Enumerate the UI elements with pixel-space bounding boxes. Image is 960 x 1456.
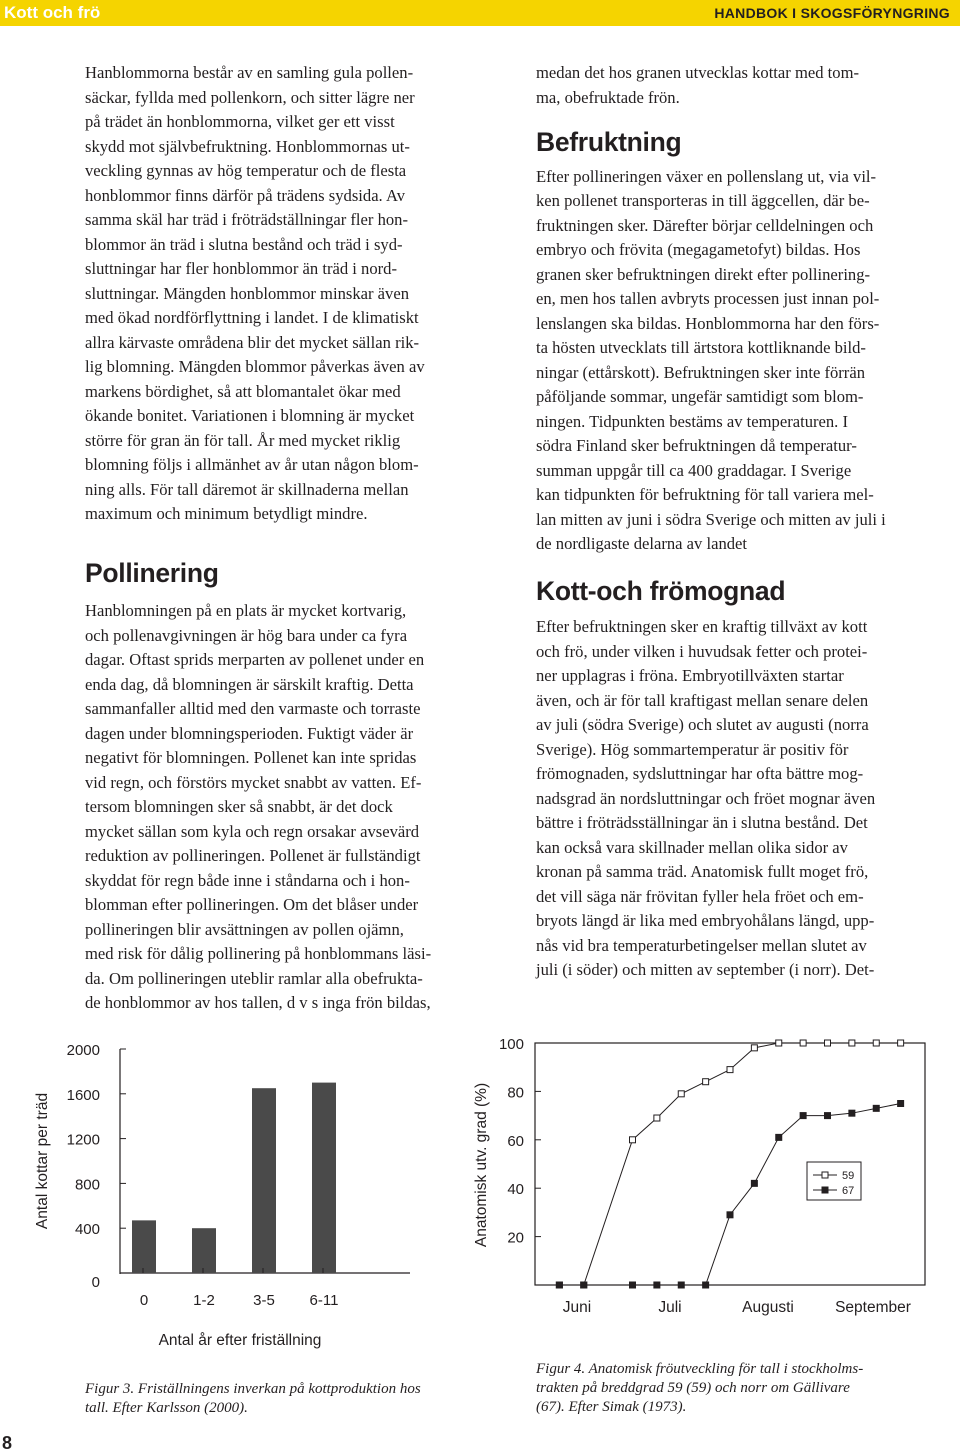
text-line: frömognaden, sydsluttningar har ofta bättre mog-	[536, 764, 864, 783]
text-line: da. Om pollineringen uteblir ramlar alla obefrukta-	[85, 968, 423, 988]
figure-4-caption	[536, 1360, 956, 1417]
text-line: kronan på samma träd. Anatomisk fullt moget frö,	[536, 862, 869, 881]
text-line: kan tidpunkten för befruktning för tall variera mel-	[536, 485, 874, 504]
point-59	[703, 1079, 709, 1085]
text-line: en, men hos tallen avbryts processen just innan pol-	[536, 289, 880, 308]
text-line: Efter pollineringen växer en pollenslang ut, via vil-	[536, 166, 877, 186]
text-line: Efter befruktningen sker en kraftig tillväxt av kott	[536, 617, 868, 636]
x-category-label: Juli	[658, 1299, 682, 1316]
point-67	[727, 1212, 733, 1218]
text-line: ta hösten utvecklats till ärtstora kottliknande bild-	[536, 338, 866, 357]
text-line: på trädet än honblommorna, vilket ger ett visst	[85, 112, 395, 131]
text-line: vid regn, och förstörs mycket snabbt av vatten. Ef-	[85, 772, 422, 792]
legend-label: 67	[842, 1185, 855, 1197]
column-right	[536, 61, 956, 983]
paragraph-pollinering	[85, 599, 505, 1016]
text-line: reduktion av pollineringen. Pollenet är fullständigt	[85, 846, 421, 865]
point-67	[678, 1282, 684, 1288]
text-line: samma skäl har träd i fröträdställningar fler hon-	[85, 210, 409, 229]
text-line: Hanblommorna består av en samling gula pollen-	[85, 63, 414, 82]
text-line: bryots längd är lika med embryohålans längd, upp-	[536, 911, 875, 930]
section-title: Kott och frö	[4, 3, 101, 22]
point-59	[825, 1040, 831, 1046]
text-line: negativt för blomningen. Pollenet kan inte spridas	[85, 748, 417, 767]
figure-3-bar-chart	[0, 1015, 420, 1360]
heading-befruktning: Befruktning	[536, 127, 682, 157]
text-line: juli (i söder) och mitten av september (i norr). Det-	[536, 960, 875, 979]
bar-1-2	[192, 1228, 216, 1273]
point-67	[654, 1282, 660, 1288]
text-line: medan det hos granen utvecklas kottar med tom-	[536, 63, 860, 82]
text-line: ner upplagras i fröna. Embryotillväxten startar	[536, 666, 844, 685]
text-line: tersom blomningen sker så snabbt, är det dock	[85, 797, 393, 816]
bar-6-11	[312, 1083, 336, 1273]
point-59	[873, 1040, 879, 1046]
paragraph-hanblommor	[85, 61, 505, 527]
x-tick-label: 6-11	[309, 1292, 339, 1309]
y-tick-label: 0	[91, 1274, 100, 1291]
text-line: blomman efter pollineringen. Om det blåser under	[85, 895, 419, 914]
text-line: större för gran än för tall. År med mycket riklig	[85, 430, 401, 450]
paragraph-kottmognad	[536, 615, 956, 983]
heading-pollinering: Pollinering	[85, 557, 219, 588]
point-67	[703, 1282, 709, 1288]
point-59	[776, 1040, 782, 1046]
figure-4-line-chart	[460, 1015, 960, 1355]
point-59	[678, 1091, 684, 1097]
page-header	[0, 0, 960, 26]
legend-label: 59	[842, 1170, 855, 1182]
text-line: ken pollenet transporteras in till äggcellen, där be-	[536, 191, 870, 210]
point-67	[800, 1113, 806, 1119]
column-left	[85, 61, 505, 1016]
x-tick-label: 0	[139, 1292, 149, 1309]
heading-kottmognad: Kott-och frömognad	[536, 575, 786, 606]
text-line: sluttningar. Mängden honblommor minskar även	[85, 283, 409, 303]
caption-line: trakten på breddgrad 59 (59) och norr om Gällivare	[536, 1380, 850, 1396]
x-axis-label: Antal år efter friställning	[158, 1332, 322, 1349]
caption-line: Figur 3. Friställningens inverkan på kottproduktion hos	[85, 1381, 421, 1397]
caption-line: Figur 4. Anatomisk fröutveckling för tall i stockholms-	[536, 1361, 864, 1377]
text-line: dagen under blomningsperioden. Fuktigt väder är	[85, 723, 414, 743]
text-line: embryo och frövita (megagametofyt) bildas. Hos	[536, 240, 861, 259]
caption-line: tall. Efter Karlsson (2000).	[85, 1400, 248, 1416]
text-line: maximum och minimum betydligt mindre.	[85, 504, 368, 523]
point-67	[873, 1105, 879, 1111]
y-axis-label: Anatomisk utv. grad (%)	[473, 1082, 490, 1248]
text-line: enda dag, då blomningen är särskilt kraftig. Detta	[85, 674, 414, 694]
text-line: mycket sällan som kyla och regn orsakar avsevärd	[85, 821, 420, 841]
text-line: ning alls. För tall däremot är skillnaderna mellan	[85, 479, 409, 499]
text-line: av juli (södra Sverige) och slutet av augusti (norra	[536, 715, 869, 734]
paragraph-befruktning	[536, 165, 956, 557]
text-line: ningen. Tidpunkten bestäms av temperaturen. I	[536, 411, 848, 431]
text-line: markens bördighet, så att blomantalet ökar med	[85, 381, 401, 401]
y-tick-label: 1200	[66, 1131, 100, 1149]
text-line: honblommor finns därför på trädens sydsida. Av	[85, 185, 405, 205]
text-line: påföljande sommar, ungefär samtidigt som blom-	[536, 387, 864, 406]
text-line: och frö, under vilken i huvudsak fetter och protei-	[536, 641, 868, 661]
point-67	[849, 1110, 855, 1116]
text-line: sammanfaller alltid med den varmaste och torraste	[85, 699, 421, 718]
point-67	[630, 1282, 636, 1288]
book-title: HANDBOK I SKOGSFÖRYNGRING	[714, 5, 950, 21]
point-59	[849, 1040, 855, 1046]
point-59	[630, 1137, 636, 1143]
text-line: granen sker befruktningen direkt efter pollinering-	[536, 264, 871, 284]
y-tick-label: 2000	[66, 1042, 100, 1059]
y-tick-label: 100	[498, 1036, 524, 1053]
text-line: lenslangen ska bildas. Honblommorna har den förs-	[536, 313, 880, 333]
point-59	[751, 1045, 757, 1051]
y-tick-label: 20	[507, 1229, 524, 1247]
point-67	[776, 1134, 782, 1140]
y-tick-label: 80	[507, 1084, 524, 1102]
y-tick-label: 1600	[66, 1086, 100, 1104]
paragraph-continuation	[536, 61, 956, 110]
y-tick-label: 40	[507, 1181, 524, 1199]
text-line: lig blomning. Mängden blommor påverkas även av	[85, 357, 425, 376]
text-line: skydd mot självbefruktning. Honblommornas ut-	[85, 136, 410, 156]
y-tick-label: 800	[74, 1176, 100, 1194]
text-line: ökande bonitet. Variationen i blomning är mycket	[85, 406, 415, 425]
text-line: lan mitten av juni i södra Sverige och mitten av juli i	[536, 509, 886, 529]
text-line: Sverige). Hög sommartemperatur är positiv för	[536, 739, 849, 759]
point-67	[825, 1113, 831, 1119]
text-line: pollineringen blir avsättningen av pollen ojämn,	[85, 919, 404, 939]
caption-line: (67). Efter Simak (1973).	[536, 1399, 687, 1415]
plot-frame	[535, 1043, 925, 1285]
text-line: de nordligaste delarna av landet	[536, 534, 748, 553]
text-line: sluttningar har fler honblommor än träd i nord-	[85, 259, 397, 278]
text-line: nadsgrad än nordsluttningar och fröet mognar även	[536, 788, 876, 808]
page-number: 8	[2, 1433, 13, 1453]
bar-3-5	[252, 1088, 276, 1273]
text-line: med ökad nordförflyttning i landet. I de klimatiskt	[85, 308, 419, 327]
x-category-label: Juni	[562, 1299, 592, 1316]
text-line: ningar (ettårskott). Befruktningen sker inte förrän	[536, 362, 865, 382]
text-line: blomning följs i allmänhet av år utan någon blom-	[85, 455, 419, 474]
text-line: Hanblomningen på en plats är mycket kortvarig,	[85, 601, 407, 620]
point-59	[898, 1040, 904, 1046]
legend-marker	[822, 1187, 828, 1193]
y-axis-label: Antal kottar per träd	[34, 1092, 51, 1230]
point-67	[556, 1282, 562, 1288]
text-line: fruktningen sker. Därefter börjar celldelningen och	[536, 215, 874, 235]
text-line: södra Finland sker befruktningen då temperatur-	[536, 436, 857, 455]
text-line: nås vid bra temperaturbetingelser mellan slutet av	[536, 935, 867, 955]
text-line: det vill säga när frövitan fyller hela fröet och em-	[536, 886, 864, 906]
point-59	[800, 1040, 806, 1046]
text-line: kan också vara skillnader mellan olika sidor av	[536, 837, 848, 857]
text-line: med risk för dålig pollinering på honblommans läsi-	[85, 944, 432, 963]
x-category-label: September	[835, 1299, 911, 1316]
y-tick-label: 60	[507, 1132, 524, 1150]
point-67	[751, 1180, 757, 1186]
x-category-label: Augusti	[742, 1299, 794, 1316]
legend-marker	[822, 1172, 828, 1178]
point-59	[654, 1115, 660, 1121]
text-line: blommor än träd i slutna bestånd och träd i syd-	[85, 234, 403, 254]
text-line: dagar. Oftast sprids merparten av pollenet under en	[85, 650, 425, 669]
figure-3-caption	[85, 1380, 515, 1418]
text-line: säckar, fyllda med pollenkorn, och sitter lägre ner	[85, 87, 415, 107]
text-line: bättre i fröträdsställningar än i slutna bestånd. Det	[536, 813, 868, 832]
text-line: veckling gynnas av hög temperatur och de flesta	[85, 161, 407, 180]
point-67	[581, 1282, 587, 1288]
point-59	[727, 1067, 733, 1073]
text-line: summan uppgår till ca 400 graddagar. I Sverige	[536, 460, 852, 480]
text-line: allra kärvaste områdena blir det mycket sällan rik-	[85, 332, 420, 352]
point-67	[898, 1101, 904, 1107]
text-line: och pollenavgivningen är hög bara under ca fyra	[85, 625, 408, 645]
bar-0	[132, 1220, 156, 1273]
text-line: även, och är för tall kraftigast mellan senare delen	[536, 690, 869, 710]
text-line: ma, obefruktade frön.	[536, 87, 680, 107]
y-tick-label: 400	[74, 1221, 100, 1239]
text-line: skyddat för regn både inne i ståndarna och i hon-	[85, 870, 410, 890]
x-tick-label: 1-2	[193, 1292, 215, 1309]
x-tick-label: 3-5	[253, 1292, 275, 1309]
text-line: de honblommor av hos tallen, d v s inga frön bildas,	[85, 993, 431, 1012]
